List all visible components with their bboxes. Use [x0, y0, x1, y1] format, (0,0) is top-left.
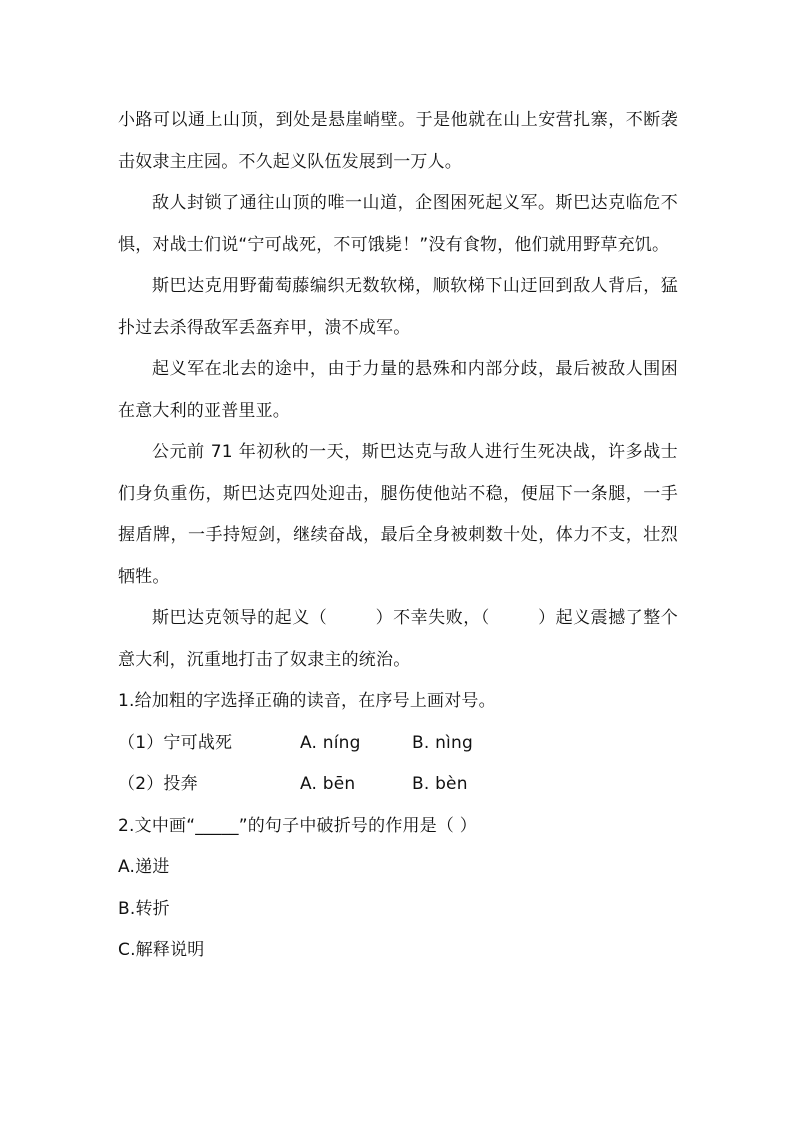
question-1-item-1: [118, 723, 678, 765]
document-content: [118, 100, 678, 972]
option-b[interactable]: B. bèn: [412, 774, 468, 794]
question-1-item-2: [118, 764, 678, 806]
question-2-option-a[interactable]: A.递进: [118, 857, 170, 877]
fill-text-a: 斯巴达克领导的起义（: [152, 608, 328, 628]
story-paragraph-5: [118, 598, 678, 681]
question-2-option-b[interactable]: B.转折: [118, 898, 170, 919]
option-a[interactable]: A. bēn: [300, 774, 356, 794]
fill-text-b: ）不幸失败，（: [375, 608, 490, 628]
story-paragraph-0: 小路可以通上山顶，到处是悬崖峭壁。于是他就在山上安营扎寨，不断袭击奴隶主庄园。不久起义队伍发展到一万人。: [118, 110, 678, 172]
fill-text-c: ）起义震撼了整个意大利，沉重地打击了奴隶主的统治。: [118, 608, 678, 670]
item-label: （2）投奔: [118, 774, 198, 794]
option-a[interactable]: A. níng: [300, 732, 361, 753]
story-paragraph-3: 起义军在北去的途中，由于力量的悬殊和内部分歧，最后被敌人围困在意大利的亚普里亚。: [118, 359, 678, 421]
question-1-title: 1.给加粗的字选择正确的读音，在序号上画对号。: [118, 691, 496, 711]
question-2-title: 2.文中画“_____”的句子中破折号的作用是（ ）: [118, 815, 477, 836]
item-label: （1）宁可战死: [118, 732, 233, 753]
story-paragraph-2: 斯巴达克用野葡萄藤编织无数软梯，顺软梯下山迂回到敌人背后，猛扑过去杀得敌军丢盔弃甲，溃不成军。: [118, 276, 678, 338]
question-2-option-c[interactable]: C.解释说明: [118, 940, 205, 960]
option-b[interactable]: B. nìng: [412, 732, 473, 753]
story-paragraph-1: 敌人封锁了通往山顶的唯一山道，企图困死起义军。斯巴达克临危不惧，对战士们说“宁可战死，不可饿毙！”没有食物，他们就用野草充饥。: [118, 193, 678, 255]
story-paragraph-4: 公元前 71 年初秋的一天，斯巴达克与敌人进行生死决战，许多战士们身负重伤，斯巴达克四处迎击，腿伤使他站不稳，便屈下一条腿，一手握盾牌，一手持短剑，继续奋战，最后全身被刺数十处，体力不支，壮烈牺牲。: [118, 442, 678, 587]
